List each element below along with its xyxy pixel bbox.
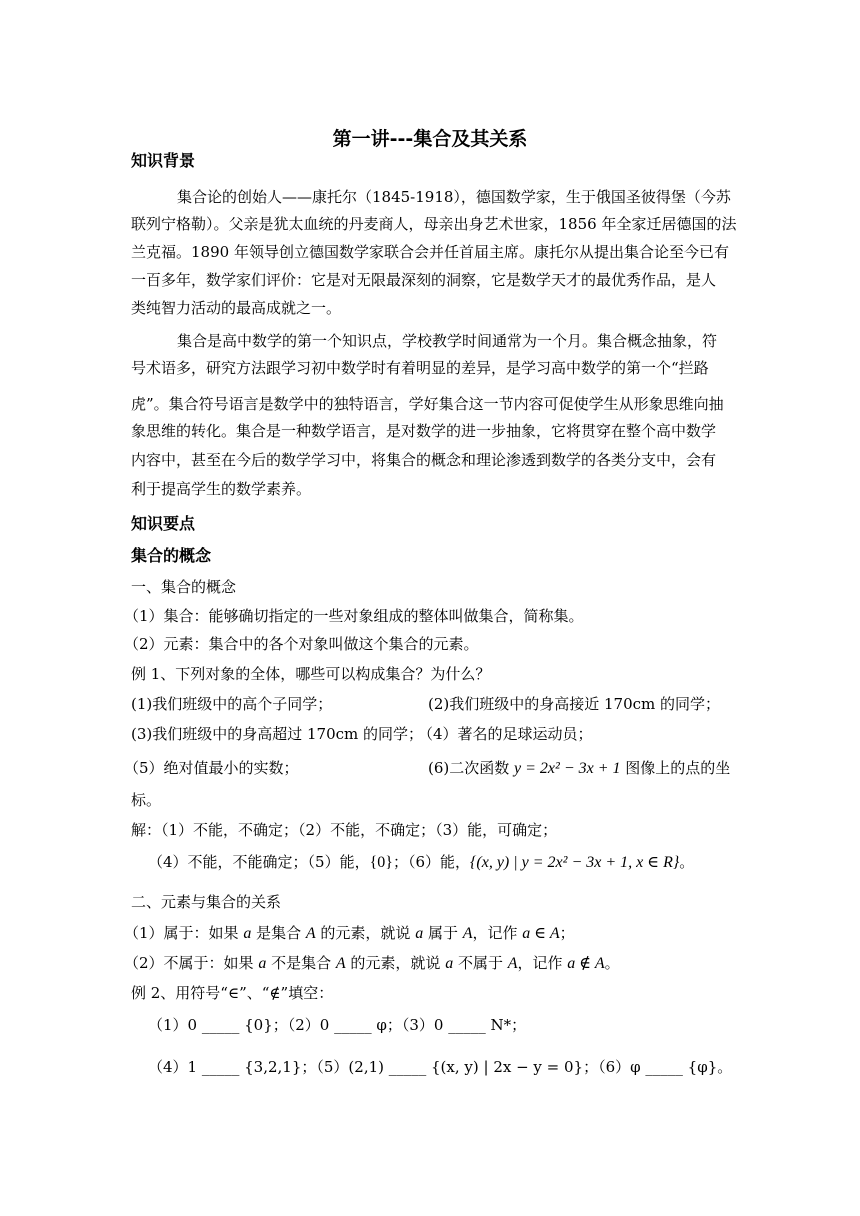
math-symbol: a <box>445 955 454 972</box>
definition-text: 不是集合 <box>266 954 336 972</box>
subsection-heading: 一、集合的概念 <box>131 578 237 596</box>
math-symbol: A <box>305 925 316 942</box>
example-item: (3)我们班级中的身高超过 170cm 的同学； <box>131 725 424 743</box>
definition-text: ，记作 <box>517 954 568 972</box>
definition-text: ，记作 <box>472 924 523 942</box>
solution-line: 解：（1）不能，不确定；（2）不能，不确定；（3）能，可确定； <box>131 821 558 839</box>
fill-blank-line: （1）0 _____ {0}；（2）0 _____ φ；（3）0 _____ N*； <box>148 1016 527 1034</box>
set-builder-formula: {(x, y) | y = 2x² − 3x + 1, x ∈ R} <box>470 854 680 871</box>
paragraph-line: 兰克福。1890 年领导创立德国数学家联合会并任首届主席。康托尔从提出集合论至今已有 <box>131 243 729 261</box>
definition-text: （1）属于：如果 <box>124 924 244 942</box>
example-item: (2)我们班级中的身高接近 170cm 的同学； <box>428 695 721 713</box>
solution-line <box>148 852 694 873</box>
math-symbol: A <box>462 925 473 942</box>
fill-blank-line: （4）1 _____ {3,2,1}；（5）(2,1) _____ {(x, y) | 2x − y = 0}；（6）φ _____ {φ}。 <box>148 1058 733 1076</box>
definition-line: （2）元素：集合中的各个对象叫做这个集合的元素。 <box>124 635 479 653</box>
set-zero: {0} <box>369 854 393 871</box>
solution-text: （4）不能，不能确定；（5）能， <box>148 853 370 871</box>
example-item: （4）著名的足球运动员； <box>418 725 593 743</box>
paragraph-line: 类纯智力活动的最高成就之一。 <box>131 299 342 317</box>
definition-line <box>124 923 575 944</box>
paragraph-line: 虎”。集合符号语言是数学中的独特语言，学好集合这一节内容可促使学生从形象思维向抽 <box>131 395 724 413</box>
math-symbol: A <box>507 955 518 972</box>
math-symbol: A <box>335 955 346 972</box>
math-symbol: a ∉ A <box>567 955 605 972</box>
solution-text: ；（6）能， <box>392 853 470 871</box>
math-symbol: a <box>258 955 267 972</box>
example-item-text: (6)二次函数 <box>428 759 515 777</box>
definition-text: 。 <box>604 954 620 972</box>
paragraph-line: 集合是高中数学的第一个知识点，学校教学时间通常为一个月。集合概念抽象，符 <box>177 332 718 350</box>
paragraph-line: 联列宁格勒）。父亲是犹太血统的丹麦商人，母亲出身艺术世家，1856 年全家迁居德国的法 <box>131 215 737 233</box>
definition-text: 是集合 <box>251 924 306 942</box>
definition-line <box>124 953 620 974</box>
quadratic-formula: y = 2x² − 3x + 1 <box>514 760 621 777</box>
definition-text: 的元素，就说 <box>315 924 416 942</box>
example-item-continued: 标。 <box>131 791 162 809</box>
definition-text: 的元素，就说 <box>345 954 446 972</box>
definition-text: （2）不属于：如果 <box>124 954 259 972</box>
math-symbol: a <box>415 925 424 942</box>
example-item: (1)我们班级中的高个子同学； <box>131 695 333 713</box>
math-symbol: a ∈ A <box>522 925 560 942</box>
page-title: 第一讲---集合及其关系 <box>332 128 528 150</box>
solution-text: 。 <box>679 853 695 871</box>
paragraph-line: 一百多年，数学家们评价：它是对无限最深刻的洞察，它是数学天才的最优秀作品，是人 <box>131 271 717 289</box>
section-heading-points: 知识要点 <box>131 514 196 533</box>
paragraph-line: 利于提高学生的数学素养。 <box>131 480 312 498</box>
paragraph-line: 号术语多，研究方法跟学习初中数学时有着明显的差异，是学习高中数学的第一个“拦路 <box>131 359 709 377</box>
definition-text: ； <box>559 924 575 942</box>
definition-text: 不属于 <box>453 954 508 972</box>
example-item: （5）绝对值最小的实数； <box>124 759 299 777</box>
definition-text: 属于 <box>423 924 463 942</box>
definition-line: （1）集合：能够确切指定的一些对象组成的整体叫做集合，简称集。 <box>124 607 584 625</box>
paragraph-line: 内容中，甚至在今后的数学学习中，将集合的概念和理论渗透到数学的各类分支中，会有 <box>131 451 717 469</box>
subsection-heading: 二、元素与集合的关系 <box>131 893 282 911</box>
example-heading: 例 1、下列对象的全体，哪些可以构成集合？为什么？ <box>131 665 491 683</box>
section-heading-background: 知识背景 <box>131 151 196 170</box>
example-item <box>428 758 730 779</box>
example-item-text: 图像上的点的坐 <box>620 759 731 777</box>
math-symbol: a <box>243 925 252 942</box>
paragraph-line: 象思维的转化。集合是一种数学语言，是对数学的进一步抽象，它将贯穿在整个高中数学 <box>131 422 717 440</box>
section-heading-concept: 集合的概念 <box>131 546 212 565</box>
example-heading: 例 2、用符号“∈”、“∉”填空： <box>131 984 334 1002</box>
paragraph-line: 集合论的创始人——康托尔（1845-1918），德国数学家，生于俄国圣彼得堡（今苏 <box>177 188 731 206</box>
